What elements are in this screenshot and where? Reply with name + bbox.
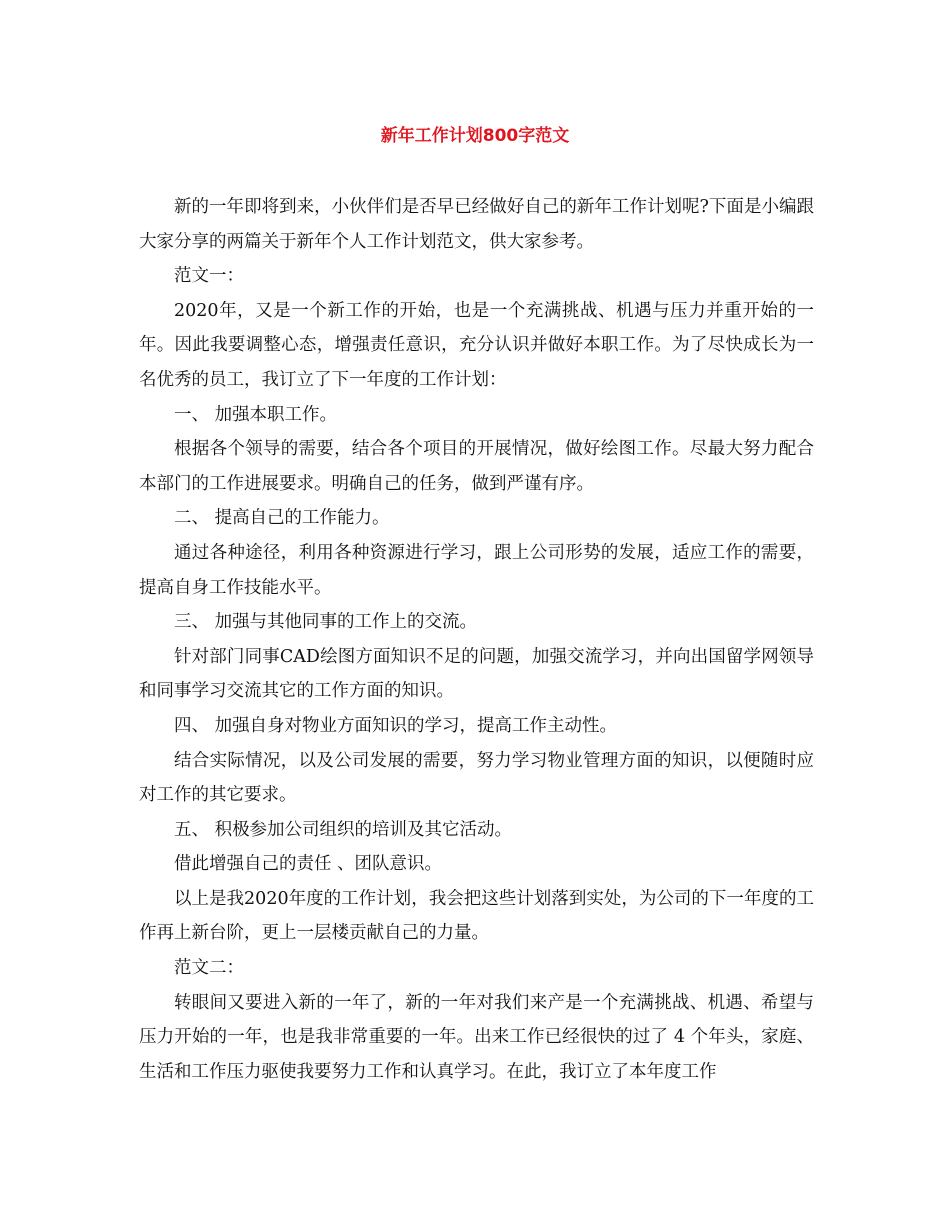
section-heading-3: 三、 加强与其他同事的工作上的交流。 bbox=[174, 612, 478, 633]
section-heading-4: 四、 加强自身对物业方面知识的学习，提高工作主动性。 bbox=[174, 715, 618, 736]
section-heading-5: 五、 积极参加公司组织的培训及其它活动。 bbox=[174, 819, 513, 840]
section-heading-2: 二、 提高自己的工作能力。 bbox=[174, 508, 390, 529]
sample-one-closing-paragraph: 以上是我2020年度的工作计划，我会把这些计划落到实处，为公司的下一年度的工作再上新台阶，更上一层楼贡献自己的力量。 bbox=[139, 888, 814, 944]
sample-one-opening-paragraph: 2020年，又是一个新工作的开始，也是一个充满挑战、机遇与压力并重开始的一年。因此我要调整心态，增强责任意识，充分认识并做好本职工作。为了尽快成长为一名优秀的员工，我订立了下一年度的工作计划： bbox=[139, 300, 814, 390]
document-body bbox=[139, 190, 814, 1089]
section-body-4: 结合实际情况，以及公司发展的需要，努力学习物业管理方面的知识，以便随时应对工作的其它要求。 bbox=[139, 750, 814, 806]
sample-two-opening-paragraph: 转眼间又要进入新的一年了，新的一年对我们来产是一个充满挑战、机遇、希望与压力开始的一年，也是我非常重要的一年。出来工作已经很快的过了 4 个年头，家庭、生活和工作压力驱使我要努力工作和认真学习。在此，我订立了本年度工作 bbox=[139, 992, 814, 1082]
sample-one-heading: 范文一： bbox=[174, 266, 244, 287]
section-body-2: 通过各种途径，利用各种资源进行学习，跟上公司形势的发展，适应工作的需要，提高自身工作技能水平。 bbox=[139, 542, 814, 598]
section-heading-1: 一、 加强本职工作。 bbox=[174, 404, 338, 425]
intro-paragraph: 新的一年即将到来，小伙伴们是否早已经做好自己的新年工作计划呢?下面是小编跟大家分享的两篇关于新年个人工作计划范文，供大家参考。 bbox=[139, 197, 814, 252]
document-title: 新年工作计划800字范文 bbox=[380, 126, 570, 146]
section-body-5: 借此增强自己的责任 、团队意识。 bbox=[174, 854, 443, 875]
sample-two-heading: 范文二： bbox=[174, 958, 244, 979]
section-body-1: 根据各个领导的需要，结合各个项目的开展情况，做好绘图工作。尽最大努力配合本部门的工作进展要求。明确自己的任务，做到严谨有序。 bbox=[139, 439, 814, 494]
section-body-3: 针对部门同事CAD绘图方面知识不足的问题，加强交流学习，并向出国留学网领导和同事学习交流其它的工作方面的知识。 bbox=[139, 646, 814, 702]
